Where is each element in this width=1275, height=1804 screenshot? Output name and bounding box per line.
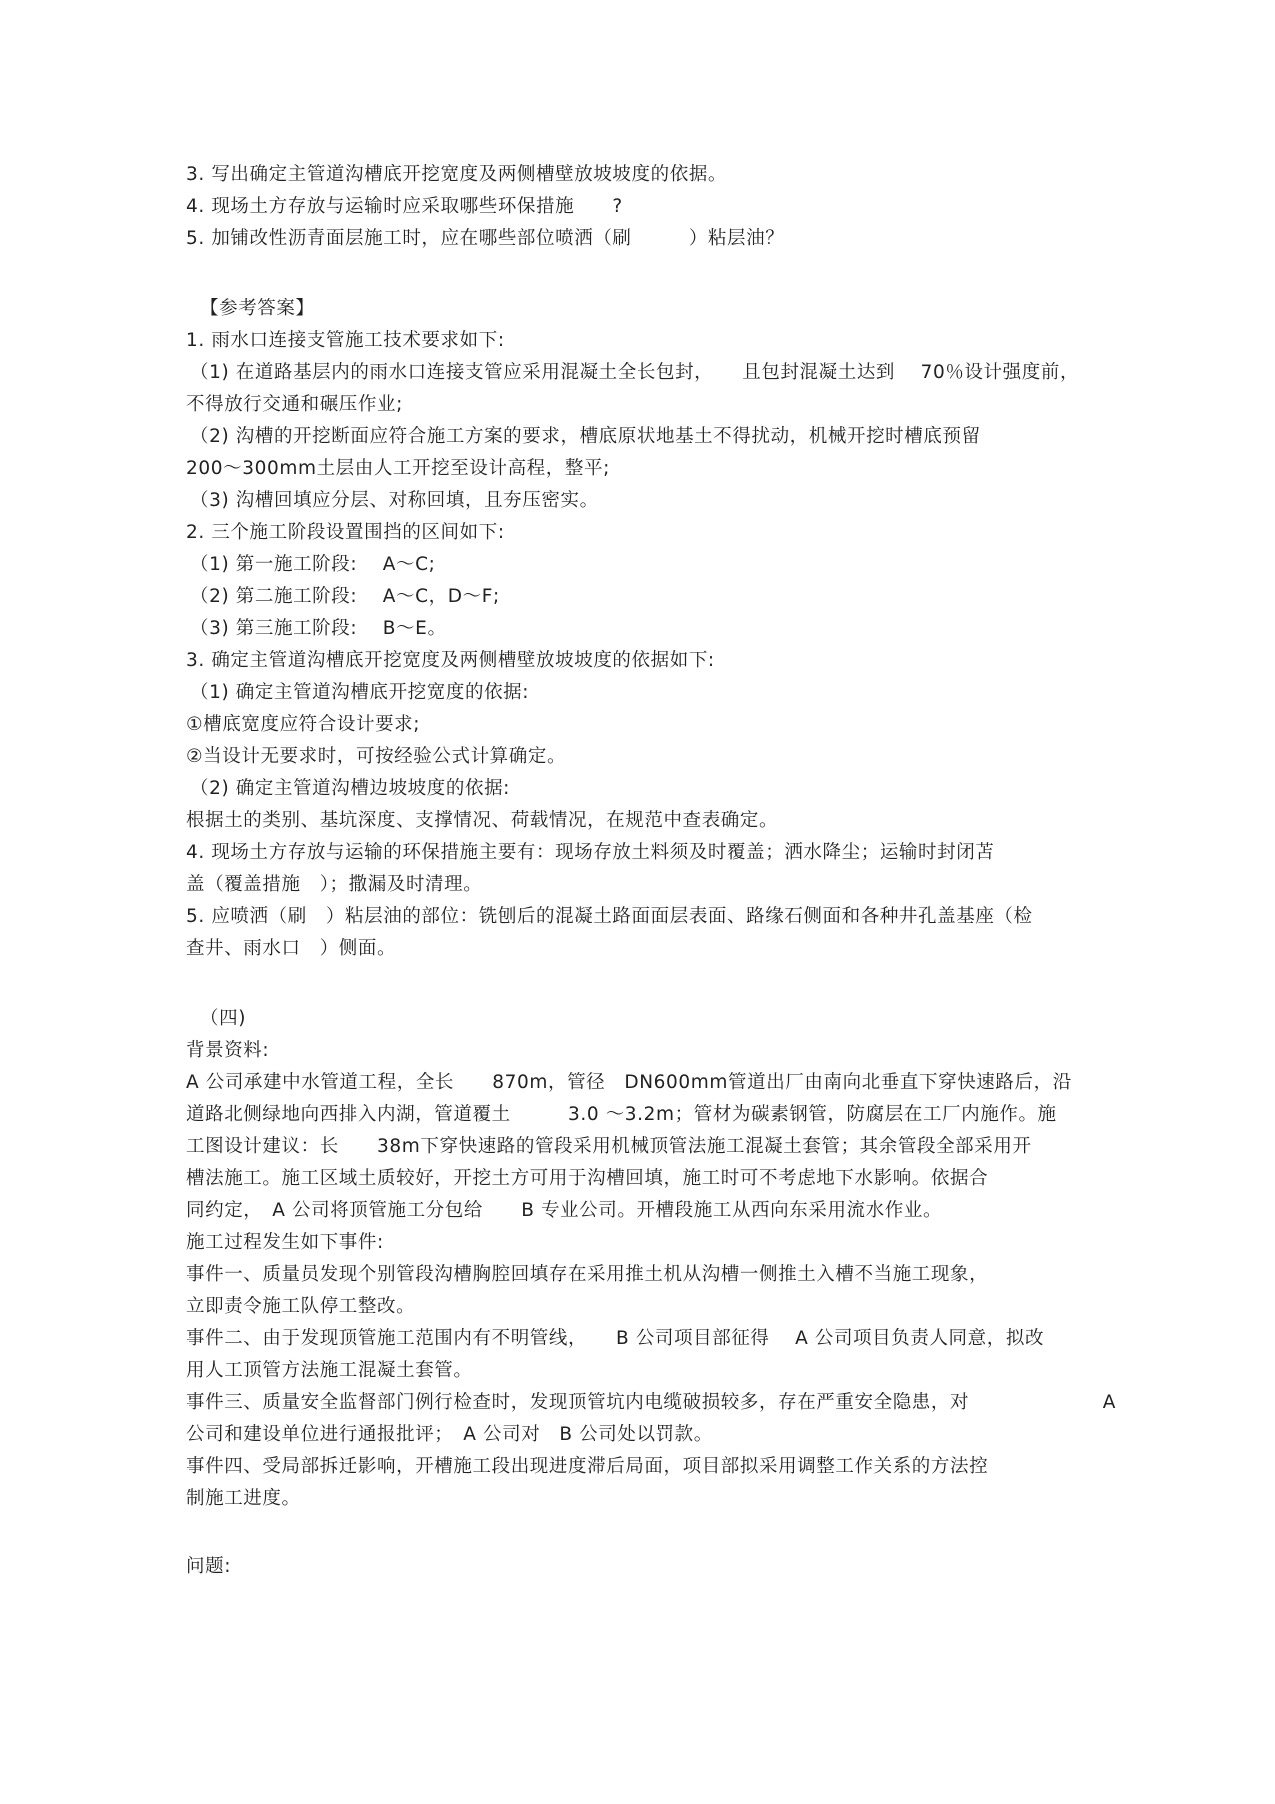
background-line: 事件四、受局部拆迁影响，开槽施工段出现进度滞后局面，项目部拟采用调整工作关系的方法控 — [186, 1456, 989, 1477]
background-label: 背景资料: — [186, 1040, 270, 1061]
answer-line: ②当设计无要求时，可按经验公式计算确定。 — [186, 746, 567, 767]
answer-line: （1) 第一施工阶段: A～C; — [190, 554, 436, 575]
background-line: 工图设计建议：长 38m下穿快速路的管段采用机械顶管法施工混凝土套管；其余管段全部采用开 — [186, 1136, 1032, 1157]
section-4-heading: （四) — [200, 1008, 247, 1029]
answer-line: （2) 第二施工阶段: A～C，D～F; — [190, 586, 500, 607]
answer-line: 200～300mm土层由人工开挖至设计高程，整平; — [186, 458, 610, 479]
answer-line: （1) 确定主管道沟槽底开挖宽度的依据: — [190, 682, 530, 703]
background-line: 公司和建设单位进行通报批评； A 公司对 B 公司处以罚款。 — [186, 1424, 713, 1445]
background-line: 事件一、质量员发现个别管段沟槽胸腔回填存在采用推土机从沟槽一侧推土入槽不当施工现象， — [186, 1264, 989, 1285]
question-3: 3. 写出确定主管道沟槽底开挖宽度及两侧槽壁放坡坡度的依据。 — [186, 164, 728, 185]
answer-line: 盖（覆盖措施 ）；撒漏及时清理。 — [186, 874, 483, 895]
answer-line: （3) 沟槽回填应分层、对称回填，且夯压密实。 — [190, 490, 599, 511]
answer-heading: 【参考答案】 — [200, 298, 315, 319]
background-line: 槽法施工。施工区域土质较好，开挖土方可用于沟槽回填，施工时可不考虑地下水影响。依据合 — [186, 1168, 989, 1189]
answer-line: 4. 现场土方存放与运输的环保措施主要有：现场存放土料须及时覆盖；洒水降尘；运输时封闭苫 — [186, 842, 995, 863]
answer-line: （1) 在道路基层内的雨水口连接支管应采用混凝土全长包封， 且包封混凝土达到 70％设计强度前， — [190, 362, 1080, 383]
background-line: 立即责令施工队停工整改。 — [186, 1296, 416, 1317]
question-5: 5. 加铺改性沥青面层施工时，应在哪些部位喷洒（刷 ）粘层油？ — [186, 228, 785, 249]
background-line: 施工过程发生如下事件: — [186, 1232, 384, 1253]
answer-line: （2) 确定主管道沟槽边坡坡度的依据: — [190, 778, 511, 799]
answer-line: 不得放行交通和碾压作业; — [186, 394, 403, 415]
answer-line: 3. 确定主管道沟槽底开挖宽度及两侧槽壁放坡坡度的依据如下: — [186, 650, 715, 671]
answer-line: （2) 沟槽的开挖断面应符合施工方案的要求，槽底原状地基土不得扰动，机械开挖时槽底预留 — [190, 426, 981, 447]
background-line: 同约定， A 公司将顶管施工分包给 B 专业公司。开槽段施工从西向东采用流水作业。 — [186, 1200, 943, 1221]
background-line: 用人工顶管方法施工混凝土套管。 — [186, 1360, 473, 1381]
background-line: A 公司承建中水管道工程，全长 870m，管径 DN600mm管道出厂由南向北垂直下穿快速路后，沿 — [186, 1072, 1072, 1093]
answer-line: （3) 第三施工阶段: B～E。 — [190, 618, 447, 639]
answer-line: 2. 三个施工阶段设置围挡的区间如下: — [186, 522, 505, 543]
question-4: 4. 现场土方存放与运输时应采取哪些环保措施 ? — [186, 196, 623, 217]
answer-line: ①槽底宽度应符合设计要求; — [186, 714, 421, 735]
answer-line: 根据土的类别、基坑深度、支撑情况、荷载情况，在规范中查表确定。 — [186, 810, 779, 831]
answer-line: 1. 雨水口连接支管施工技术要求如下: — [186, 330, 505, 351]
background-line: 事件二、由于发现顶管施工范围内有不明管线， B 公司项目部征得 A 公司项目负责人同意，拟改 — [186, 1328, 1045, 1349]
answer-line: 查井、雨水口 ）侧面。 — [186, 938, 397, 959]
answer-line: 5. 应喷洒（刷 ）粘层油的部位：铣刨后的混凝土路面面层表面、路缘石侧面和各种井孔盖基座（检 — [186, 906, 1033, 927]
background-line: 制施工进度。 — [186, 1488, 301, 1509]
background-line: 事件三、质量安全监督部门例行检查时，发现顶管坑内电缆破损较多，存在严重安全隐患，对 A — [186, 1392, 1117, 1413]
problems-label: 问题: — [186, 1556, 232, 1577]
background-line: 道路北侧绿地向西排入内湖，管道覆土 3.0 ～3.2m；管材为碳素钢管，防腐层在工厂内施作。施 — [186, 1104, 1057, 1125]
